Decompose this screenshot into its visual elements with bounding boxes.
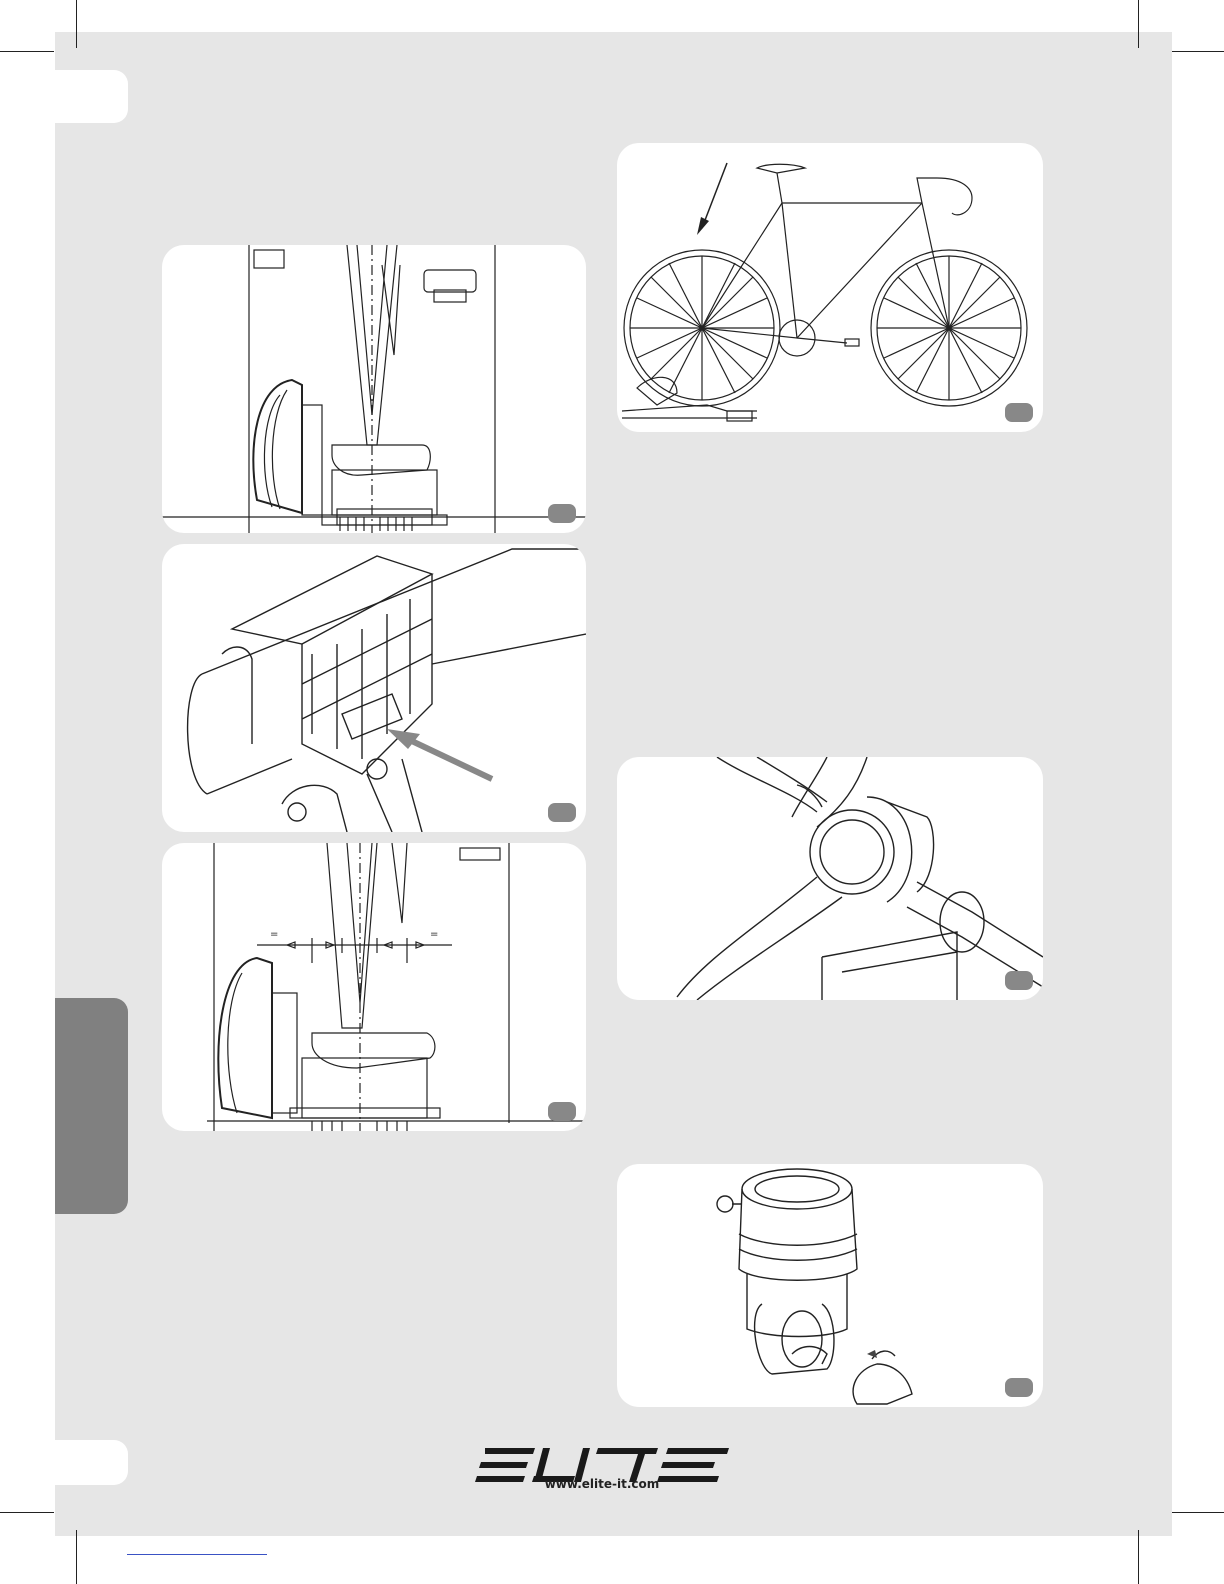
dimension-label-right: = — [430, 929, 439, 940]
figure-handlebar-clamp-insert — [617, 1164, 1043, 1407]
trainer-cradle-drawing — [162, 544, 586, 832]
trainer-equal-spacing-drawing — [162, 843, 586, 1131]
bicycle-on-trainer-drawing — [617, 143, 1043, 432]
crop-mark — [1172, 51, 1224, 52]
crop-mark — [1138, 0, 1139, 48]
figure-bicycle-side-view — [617, 143, 1043, 432]
figure-number-badge — [1005, 1378, 1033, 1397]
crop-mark — [76, 0, 77, 48]
page-number-tab-top — [55, 70, 128, 123]
crop-mark — [0, 51, 54, 52]
language-side-tab — [55, 998, 128, 1214]
website-url[interactable]: www.elite-it.com — [544, 1477, 660, 1491]
handlebar-mounted-device-drawing — [617, 757, 1043, 1000]
handlebar-clamp-insert-drawing — [617, 1164, 1043, 1407]
figure-trainer-cradle-detail — [162, 544, 586, 832]
crop-mark — [0, 1512, 54, 1513]
crop-mark — [1138, 1530, 1139, 1584]
dimension-label-left: = — [270, 929, 279, 940]
trainer-front-view-drawing — [162, 245, 586, 533]
figure-number-badge — [548, 1102, 576, 1121]
figure-number-badge — [548, 504, 576, 523]
crop-mark — [1172, 1512, 1224, 1513]
figure-number-badge — [548, 803, 576, 822]
page-number-tab-bottom — [55, 1440, 128, 1485]
figure-number-badge — [1005, 403, 1033, 422]
crop-mark — [76, 1530, 77, 1584]
figure-handlebar-mount — [617, 757, 1043, 1000]
link-underline — [127, 1554, 267, 1555]
figure-trainer-front-view — [162, 245, 586, 533]
figure-trainer-equal-spacing — [162, 843, 586, 1131]
figure-number-badge — [1005, 971, 1033, 990]
